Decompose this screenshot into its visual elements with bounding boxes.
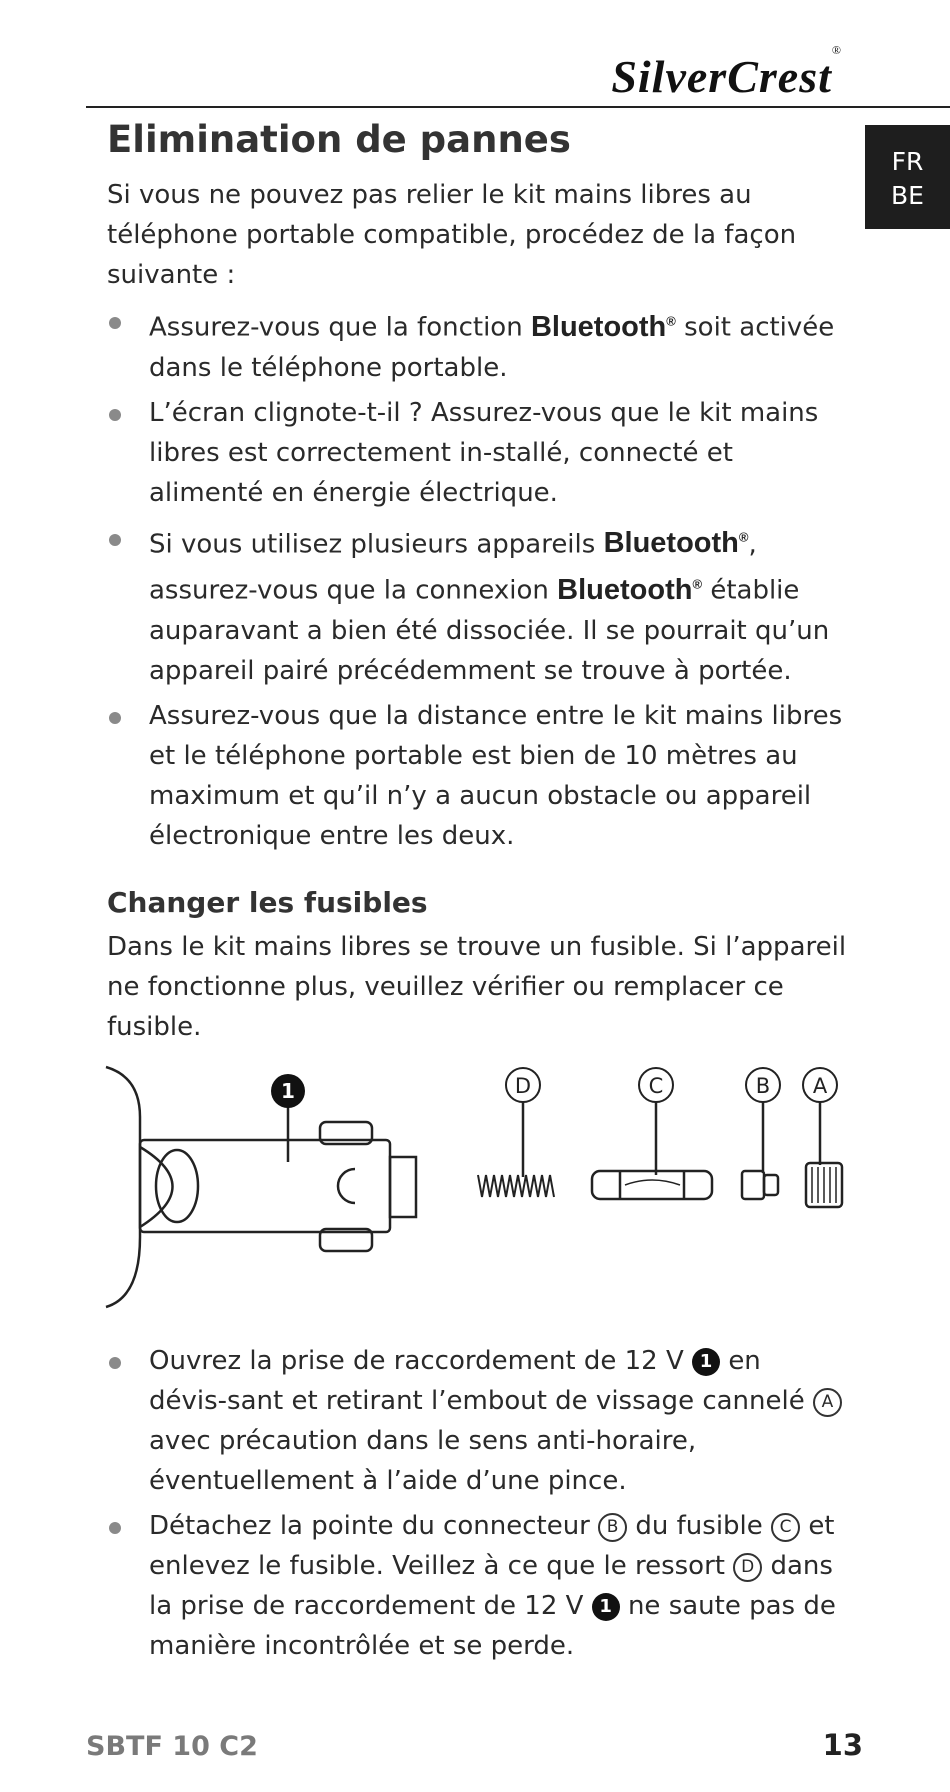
callout-d-text: D xyxy=(514,1073,532,1098)
callout-d-inline: D xyxy=(733,1553,762,1582)
bullet-icon xyxy=(109,409,121,421)
bluetooth-wordmark: Bluetooth® xyxy=(530,310,676,343)
callout-c-inline: C xyxy=(771,1513,800,1542)
callout-b-text: B xyxy=(755,1073,771,1098)
steps-list xyxy=(107,1341,847,1666)
list-item: Détachez la pointe du connecteur B du fusible C et enlevez le fusible. Veillez à ce que le ressort D dans la prise de raccordement de 12 V 1 ne saute pas de manière incontrôlée et se perde. xyxy=(107,1506,847,1666)
callout-1-text: 1 xyxy=(281,1078,295,1103)
plug-opening xyxy=(156,1150,198,1222)
page-title: Elimination de pannes xyxy=(107,118,571,161)
section-heading: Changer les fusibles xyxy=(107,885,428,919)
bullet-icon xyxy=(109,534,121,546)
brand-logo: SilverCrest® xyxy=(611,42,842,102)
trouble-list xyxy=(107,301,847,856)
lang-code-be: BE xyxy=(891,181,924,210)
callout-b-inline: B xyxy=(598,1513,627,1542)
fuse-diagram-svg xyxy=(0,1057,880,1327)
bullet-icon xyxy=(109,1522,121,1534)
callout-a-inline: A xyxy=(813,1388,842,1417)
bluetooth-wordmark: Bluetooth® xyxy=(603,527,749,560)
intro-text: Si vous ne pouvez pas relier le kit mains libres au téléphone portable compatible, procédez de la façon suivante : xyxy=(107,180,797,290)
bullet-icon xyxy=(109,1357,121,1369)
section-intro: Dans le kit mains libres se trouve un fusible. Si l’appareil ne fonctionne plus, veuillez vérifier ou remplacer ce fusible. xyxy=(107,931,847,1042)
plug-tip xyxy=(390,1157,416,1217)
callout-a-text: A xyxy=(812,1073,828,1098)
callout-1-inline: 1 xyxy=(692,1348,720,1376)
callout-c-text: C xyxy=(648,1073,664,1098)
plug-body xyxy=(140,1140,390,1232)
list-item: Assurez-vous que la distance entre le kit mains libres et le téléphone portable est bien de 10 mètres au maximum et qu’il n’y a aucun obstacle ou appareil électronique entre les deux. xyxy=(107,696,847,856)
page-number: 13 xyxy=(822,1728,863,1762)
fuse-c xyxy=(592,1171,712,1199)
bullet-icon xyxy=(109,317,121,329)
plug-bracket-outline xyxy=(106,1067,140,1307)
callout-1-inline: 1 xyxy=(592,1593,620,1621)
figure-labels xyxy=(271,1068,837,1108)
list-item: Ouvrez la prise de raccordement de 12 V 1 en dévis-sant et retirant l’embout de vissage cannelé A avec précaution dans le sens anti-horaire, éventuellement à l’aide d’une pince. xyxy=(107,1341,847,1501)
bluetooth-wordmark: Bluetooth® xyxy=(557,573,703,606)
language-tab xyxy=(865,125,950,229)
plug-clip xyxy=(338,1169,355,1203)
spring-d xyxy=(478,1175,554,1197)
list-item: Si vous utilisez plusieurs appareils Bluetooth®, assurez-vous que la connexion Bluetooth® établie auparavant a bien été dissociée. Il se pourrait qu’un appareil pairé précédemment se trouve à portée. xyxy=(107,518,847,691)
lang-code-fr: FR xyxy=(891,147,924,176)
list-item: L’écran clignote-t-il ? Assurez-vous que le kit mains libres est correctement in-stallé, connecté et alimenté en énergie électrique. xyxy=(107,393,847,513)
list-item: Assurez-vous que la fonction Bluetooth® soit activée dans le téléphone portable. xyxy=(107,301,847,388)
footer-model: SBTF 10 C2 xyxy=(86,1731,258,1762)
connector-b xyxy=(742,1171,764,1199)
page-content xyxy=(107,118,847,1671)
bullet-icon xyxy=(109,712,121,724)
header-rule xyxy=(86,106,950,108)
fuse-diagram xyxy=(0,1057,880,1327)
